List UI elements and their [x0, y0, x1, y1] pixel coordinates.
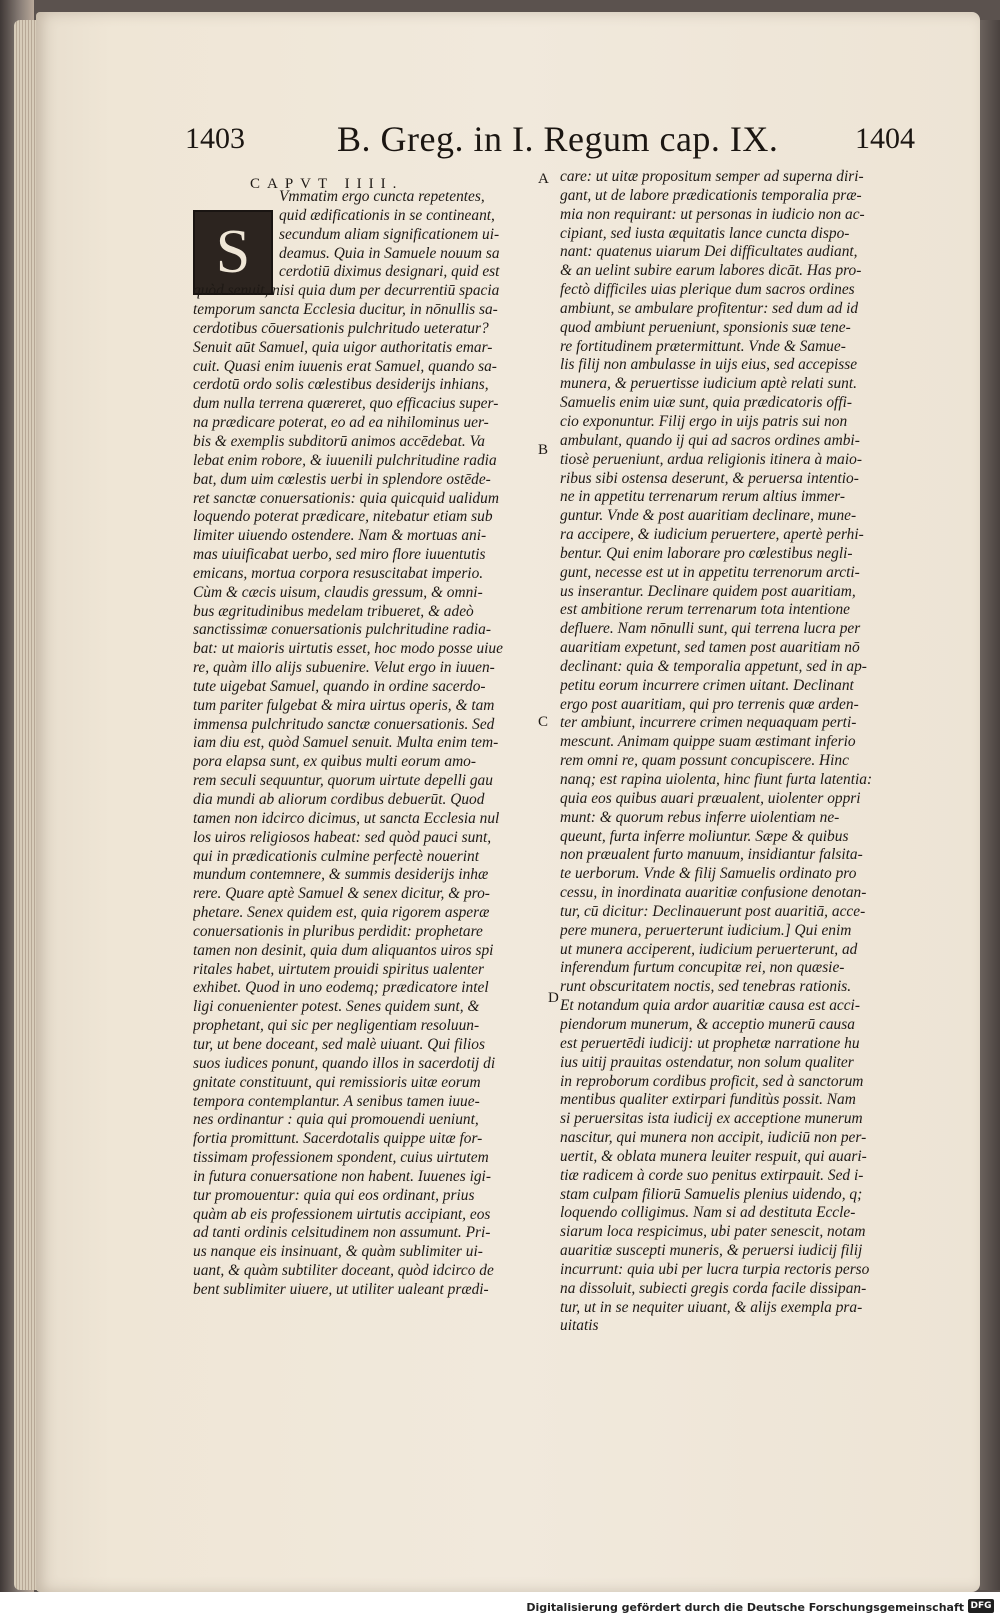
text-line: loquendo poterat prædicare, nitebatur etiam sub	[193, 508, 493, 526]
text-line: ut munera acciperent, iudicium peruerterunt, ad	[560, 940, 858, 958]
text-line: uant, & quàm subtiliter doceant, quòd idcirco de	[193, 1262, 494, 1280]
text-line: & an uelint subire earum labores dicāt. Has pro-	[560, 262, 862, 280]
text-line: ribus sibi ostensa deserunt, & peruersa intentio-	[560, 469, 859, 487]
text-line: emicans, mortua corpora resuscitabat imperio.	[193, 564, 484, 582]
text-line: tamen non idcirco dicimus, ut sancta Ecclesia nul	[193, 809, 500, 827]
text-line: tamen non desinit, quia dum aliquantos uiros spi	[193, 941, 494, 959]
text-line: guntur. Vnde & post auaritiam declinare, mune-	[560, 507, 857, 525]
text-line: care: ut uitæ propositum semper ad superna diri-	[560, 168, 864, 185]
text-line: ad tanti ordinis celsitudinem non assumunt. Pri-	[193, 1224, 491, 1242]
text-line: tute uigebat Samuel, quando in ordine sacerdo-	[193, 677, 486, 695]
right-text-column	[560, 168, 909, 1336]
text-line: us inserantur. Declinare quidem post auaritiam,	[560, 582, 856, 600]
text-line: pora elapsa sunt, ex quibus multi eorum amo-	[193, 753, 476, 771]
text-line: suos iudices ponunt, quando illos in sacerdotij di	[193, 1054, 496, 1072]
page-number-right: 1404	[855, 122, 915, 155]
text-line: loquendo colligimus. Nam si ad destituta Eccle-	[560, 1204, 856, 1222]
digitization-note: Digitalisierung gefördert durch die Deutsche Forschungsgemeinschaft	[526, 1601, 964, 1614]
running-title: B. Greg. in I. Regum cap. IX.	[337, 119, 779, 159]
text-line: us nanque eis insinuant, & quàm sublimiter ui-	[193, 1243, 483, 1261]
text-line: exhibet. Quod in uno eodemq; prædicatore intel	[193, 979, 489, 997]
text-line: non præualent furto manuum, insidiantur falsita-	[560, 846, 863, 864]
text-line: qui in prædicationis culmine perfectè nouerint	[193, 847, 479, 865]
text-line: tur, cū dicitur: Declinauerunt post auaritiā, acce-	[560, 902, 866, 920]
text-line: mas uiuificabat uerbo, sed miro flore iuuentutis	[193, 546, 486, 564]
text-line: nant: quatenus uiarum Dei difficultates audiant,	[560, 243, 858, 261]
text-line: immensa pulchritudo sanctæ conuersationis. Sed	[193, 715, 495, 733]
text-line: fectò difficiles uias plerique dum sacros ordines	[560, 281, 855, 299]
margin-letter-b: B	[538, 442, 549, 458]
book-gutter-shadow	[980, 20, 1000, 1590]
text-line: tiæ radicem à corde suo penitus extirpauit. Sed i-	[560, 1166, 864, 1184]
chapter-heading: CAPVT IIII.	[250, 176, 404, 192]
initial-letter-glyph: S	[215, 218, 251, 286]
left-text-column	[193, 188, 550, 1300]
text-line: lebat enim robore, & iuuenili pulchritudine radia	[193, 451, 497, 469]
text-line: tempora contemplantur. A senibus tamen iuue-	[193, 1092, 480, 1110]
text-line: ret sanctæ conuersationis: quia quicquid ualidum	[193, 489, 499, 507]
text-line: declinant: quia & temporalia appetunt, sed in ap-	[560, 657, 867, 675]
text-line: ergo post auaritiam, qui pro terrenis quæ arden-	[560, 695, 859, 713]
text-line: queunt, furta inferre moliuntur. Sæpe & quibus	[560, 827, 849, 845]
text-line: bat: ut maioris uirtutis esset, hoc modo posse uiue	[193, 640, 503, 658]
text-line: nascitur, qui munera non accipit, iudiciū non per-	[560, 1129, 867, 1147]
text-line: bus ægritudinibus medelam tribueret, & adeò	[193, 602, 474, 620]
text-line: gant, ut de labore prædicationis temporalia præ-	[560, 186, 862, 204]
text-line: mundum contemnere, & summis desiderijs inhæ	[193, 866, 489, 884]
text-line: prophetant, qui sic per negligentiam resoluun-	[193, 1017, 480, 1035]
margin-letter-c: C	[538, 714, 549, 730]
text-line: te uerborum. Vnde & filij Samuelis ordinato pro	[560, 865, 857, 883]
text-line: nanq; est rapina uiolenta, hinc fiunt furta latentia:	[560, 771, 873, 788]
text-line: in reproborum cordibus proficit, sed à sanctorum	[560, 1072, 864, 1090]
text-line: cessu, in inordinata auaritiæ confusione denotan-	[560, 884, 867, 902]
text-line: tur promouentur: quia qui eos ordinant, prius	[193, 1186, 475, 1204]
text-line: munera, & peruertisse iudicium aptè relati sunt.	[560, 375, 857, 393]
text-line: rere. Quare aptè Samuel & senex dicitur, & pro-	[193, 885, 490, 903]
text-line: deamus. Quia in Samuele nouum sa	[279, 244, 500, 262]
text-line: mentibus qualiter extirpari funditùs possit. Nam	[560, 1091, 856, 1109]
text-line: tissimam professionem spondent, cuius uirtutem	[193, 1149, 489, 1167]
text-line: re fortitudinem prætermittunt. Vnde & Samue-	[560, 337, 846, 355]
text-line: cipiant, sed iusta æquitatis lance cuncta dispo-	[560, 224, 850, 242]
text-line: stam culpam filiorū Samuelis plenius uidendo, q;	[560, 1185, 863, 1203]
text-line: dia mundi ab aliorum cordibus debuerūt. Quod	[193, 791, 485, 808]
text-line: nes ordinantur : quia qui promouendi ueniunt,	[193, 1111, 479, 1129]
text-line: munt: & quorum rebus inferre uiolentiam ne-	[560, 808, 840, 826]
text-line: tur, ut bene doceant, sed malè uiuant. Qui filios	[193, 1035, 485, 1053]
text-line: tiosè perueniunt, ardua religionis itinera à maio-	[560, 450, 862, 468]
text-line: tum pariter fulgebat & mira uirtus operis, & tam	[193, 696, 495, 714]
margin-letter-a: A	[538, 171, 549, 187]
text-line: bis & exemplis subditorū animos accēdebat. Va	[193, 432, 485, 450]
text-line: in futura conuersatione non habent. Iuuenes igi-	[193, 1167, 491, 1185]
text-line: fortia promittunt. Sacerdotalis quippe uitæ for-	[193, 1130, 483, 1148]
text-line: uitatis	[560, 1317, 599, 1335]
text-line: sanctissimæ conuersationis pulchritudine radia-	[193, 621, 491, 639]
text-line: est peruertēdi iudicij: ut prophetæ narratione hu	[560, 1034, 860, 1052]
text-line: pere munera, peruerterunt iudicium.] Qui enim	[560, 921, 852, 939]
text-line: uertit, & oblata munera leuiter respuit, qui auari-	[560, 1147, 867, 1165]
text-line: defluere. Nam nōnulli sunt, qui terrena lucra per	[560, 620, 861, 638]
text-line: incurrunt: quia ubi per lucra turpia rectoris perso	[560, 1260, 870, 1278]
text-line: petitu eorum incurrere crimen uitant. Declinant	[560, 676, 854, 694]
text-line: lis filij non ambulasse in uijs eius, sed accepisse	[560, 356, 858, 374]
text-line: ne in appetitu terrenarum rerum altius immer-	[560, 488, 845, 506]
text-line: na dissoluit, subiecti gregis corda facile dissipan-	[560, 1279, 867, 1297]
text-line: bat, dum uim cœlestis uerbi in splendore ostēde-	[193, 470, 491, 488]
text-line: quòd senuit, nisi quia dum per decurrentiū spacia	[193, 282, 500, 300]
text-line: cerdotibus cōuersationis pulchritudo ueteratur?	[193, 319, 489, 337]
text-line: est ambitione rerum terrenarum tota intentione	[560, 601, 850, 619]
text-line: ambiunt, se ambulare profitentur: sed dum ad id	[560, 299, 859, 317]
page-number-left: 1403	[185, 122, 245, 155]
text-line: conuersationis in pluribus perdidit: prophetare	[193, 922, 483, 940]
text-line: bentur. Qui enim laborare pro cœlestibus negli-	[560, 544, 853, 562]
text-line: na prædicare poterat, eo ad ea nihilominus uer-	[193, 414, 489, 432]
text-line: mia non requirant: ut personas in iudicio non ac-	[560, 205, 865, 223]
text-line: cerdotiū diximus designari, quid est	[279, 263, 500, 281]
text-line: auaritiæ suscepti muneris, & peruersi iudicij filij	[560, 1242, 863, 1260]
text-line: mescunt. Animam quippe suam æstimant inferio	[560, 733, 856, 751]
text-line: rem seculi sequuntur, quorum uirtute depelli gau	[193, 772, 493, 790]
text-line: ter ambiunt, incurrere crimen nequaquam perti-	[560, 714, 857, 732]
text-line: tur, ut in se nequiter uiuant, & alijs exempla pra-	[560, 1298, 863, 1316]
text-line: phetare. Senex quidem est, quia rigorem asperæ	[193, 904, 490, 922]
text-line: limiter uiuendo ostendere. Nam & mortuas ani-	[193, 527, 487, 545]
text-line: re, quàm illo alijs subuenire. Velut ergo in iuuen-	[193, 659, 495, 677]
text-line: gnitate constituunt, qui remissioris uitæ eorum	[193, 1073, 481, 1091]
text-line: Samuelis enim uiæ sunt, quia prædicatoris offi-	[560, 394, 853, 412]
text-line: cio exponuntur. Filij ergo in uijs patris sui non	[560, 412, 848, 430]
text-line: los uiros religiosos habeat: sed quòd pauci sunt,	[193, 828, 492, 846]
text-line: iam diu est, quòd Samuel senuit. Multa enim tem-	[193, 734, 499, 752]
text-line: siarum loca respicimus, ubi pater senescit, notam	[560, 1223, 866, 1241]
text-line: inferendum furtum concupitæ rei, non quæsie-	[560, 959, 845, 977]
dfg-logo: DFG	[968, 1599, 994, 1613]
text-line: auaritiam expetunt, sed tamen post auaritiam nō	[560, 639, 860, 657]
text-line: Senuit aūt Samuel, quia uigor authoritatis emar-	[193, 338, 493, 356]
running-header	[185, 118, 915, 168]
text-line: temporum sancta Ecclesia ducitur, in nōnullis sa-	[193, 301, 498, 319]
text-line: cuit. Quasi enim iuuenis erat Samuel, quando sa-	[193, 357, 497, 375]
text-line: piendorum munerum, & acceptio munerū causa	[560, 1015, 855, 1033]
text-line: Vmmatim ergo cuncta repetentes,	[279, 188, 485, 205]
text-line: Cùm & cæcis uisum, claudis gressum, & omni-	[193, 583, 483, 601]
text-line: quàm ab eis professionem uirtutis accipiant, eos	[193, 1205, 491, 1223]
text-line: quia eos quibus auari præualent, uiolenter oppri	[560, 789, 861, 807]
margin-letter-d: D	[548, 990, 559, 1006]
text-line: dum nulla terrena quæreret, quo efficacius super-	[193, 395, 499, 413]
text-line: ritales habet, uirtutem prouidi spiritus ualenter	[193, 960, 484, 978]
text-line: gunt, necesse est ut in appetitu terrenorum arcti-	[560, 563, 860, 581]
text-line: ligi conuenienter potest. Senes quidem sunt, &	[193, 998, 480, 1016]
text-line: rem omni re, quam possunt concupiscere. Hinc	[560, 752, 849, 770]
text-line: ambulant, quando ij qui ad sacros ordines ambi-	[560, 431, 860, 449]
text-line: ius uitij prauitas ostendatur, non solum qualiter	[560, 1053, 854, 1071]
text-line: cerdotū ordo solis cœlestibus desiderijs inhians,	[193, 376, 489, 394]
text-line: runt obscuritatem noctis, sed tenebras rationis.	[560, 978, 852, 996]
text-line: secundum aliam significationem ui-	[279, 225, 500, 243]
text-line: bent sublimiter uiuere, ut utiliter ualeant prædi-	[193, 1280, 489, 1298]
text-line: quod ambiunt perueniunt, sponsionis suæ tene-	[560, 318, 851, 336]
text-line: Et notandum quia ardor auaritiæ causa est acci-	[560, 997, 860, 1015]
text-line: ra accipere, & iudicium peruertere, apertè perhi-	[560, 526, 864, 544]
text-line: si peruersitas ista iudicij ex acceptione munerum	[560, 1110, 863, 1128]
text-line: quid ædificationis in se contineant,	[279, 206, 495, 224]
